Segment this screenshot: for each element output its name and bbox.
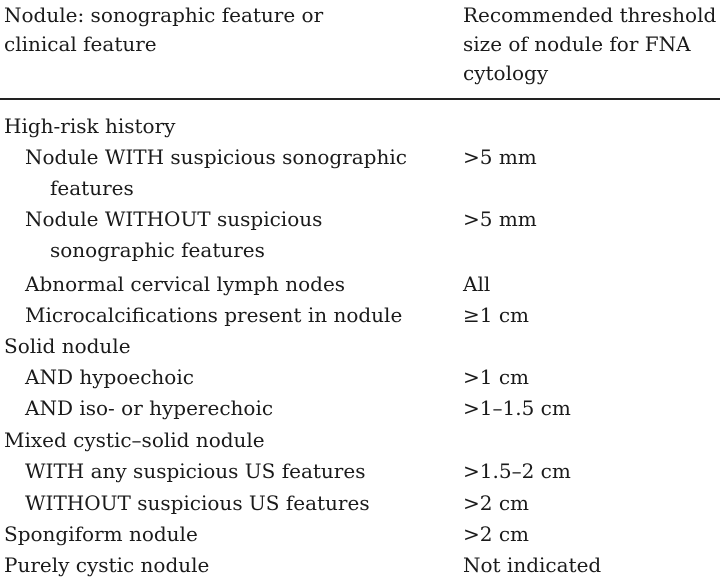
row-label-solid-nodule: Solid nodule bbox=[4, 334, 131, 358]
header-col2-line2: size of nodule for FNA bbox=[463, 32, 691, 56]
row-label-nodule-without-suspicious-cont: sonographic features bbox=[50, 238, 265, 262]
row-label-without-suspicious-us: WITHOUT suspicious US features bbox=[25, 491, 370, 515]
row-label-and-hypoechoic: AND hypoechoic bbox=[25, 365, 194, 389]
row-label-abnormal-lymph-nodes: Abnormal cervical lymph nodes bbox=[25, 272, 346, 296]
row-label-nodule-without-suspicious: Nodule WITHOUT suspicious bbox=[25, 207, 323, 231]
header-rule bbox=[0, 98, 720, 100]
row-value-microcalcifications: ≥1 cm bbox=[463, 303, 530, 327]
header-col2-line3: cytology bbox=[463, 61, 549, 85]
row-value-purely-cystic-nodule: Not indicated bbox=[463, 553, 602, 577]
row-label-mixed-cystic-solid: Mixed cystic–solid nodule bbox=[4, 428, 265, 452]
header-col2-line1: Recommended threshold bbox=[463, 3, 717, 27]
row-label-and-iso-hyperechoic: AND iso- or hyperechoic bbox=[25, 396, 274, 420]
header-col1-line1: Nodule: sonographic feature or bbox=[4, 3, 324, 27]
row-label-high-risk-history: High-risk history bbox=[4, 114, 176, 138]
row-label-with-any-suspicious-us: WITH any suspicious US features bbox=[25, 459, 366, 483]
row-label-spongiform-nodule: Spongiform nodule bbox=[4, 522, 198, 546]
row-label-purely-cystic-nodule: Purely cystic nodule bbox=[4, 553, 210, 577]
row-value-and-iso-hyperechoic: >1–1.5 cm bbox=[463, 396, 571, 420]
header-col1-line2: clinical feature bbox=[4, 32, 157, 56]
row-value-abnormal-lymph-nodes: All bbox=[463, 272, 491, 296]
row-value-with-any-suspicious-us: >1.5–2 cm bbox=[463, 459, 571, 483]
row-label-nodule-with-suspicious-cont: features bbox=[50, 176, 134, 200]
row-value-nodule-with-suspicious: >5 mm bbox=[463, 145, 537, 169]
row-label-nodule-with-suspicious: Nodule WITH suspicious sonographic bbox=[25, 145, 407, 169]
row-label-microcalcifications: Microcalcifications present in nodule bbox=[25, 303, 403, 327]
row-value-spongiform-nodule: >2 cm bbox=[463, 522, 530, 546]
row-value-without-suspicious-us: >2 cm bbox=[463, 491, 530, 515]
row-value-nodule-without-suspicious: >5 mm bbox=[463, 207, 537, 231]
row-value-and-hypoechoic: >1 cm bbox=[463, 365, 530, 389]
